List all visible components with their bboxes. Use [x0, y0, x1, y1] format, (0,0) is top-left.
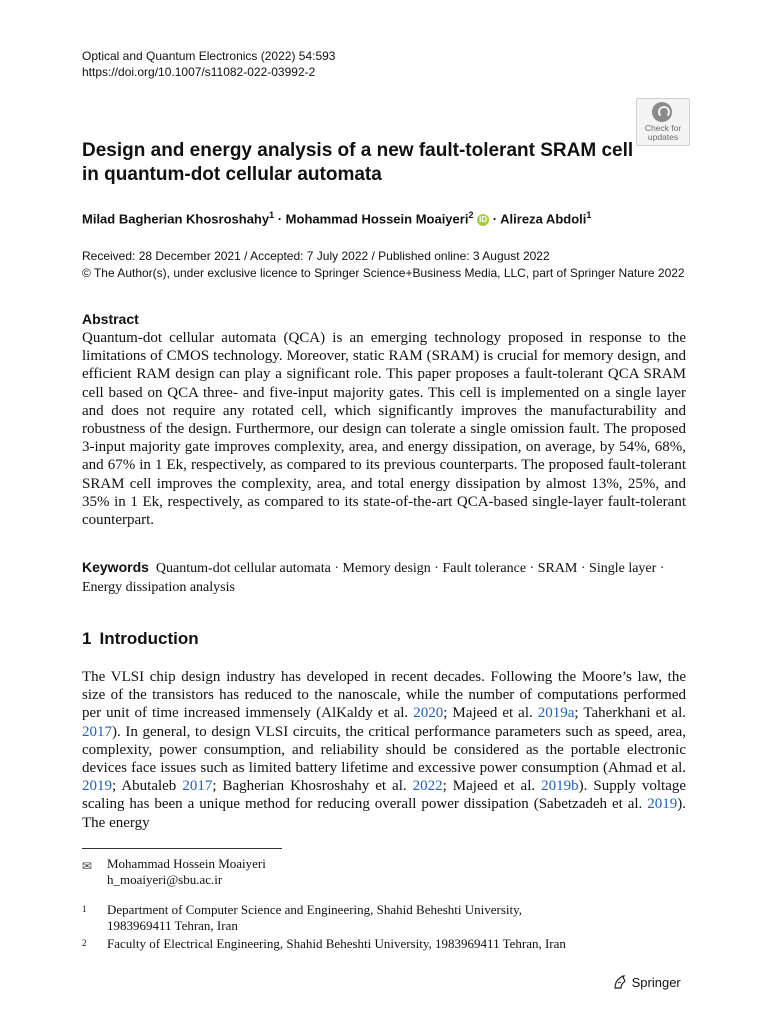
introduction-paragraph: The VLSI chip design industry has developed in recent decades. Following the Moore’s law, the size of the transistors has reduced to the nanoscale, while the number of computations performed per unit of time increased immensely (AlKaldy et al. 2020; Majeed et al. 2019a; Taherkhani et al. 2017). In general, to design VLSI circuits, the critical performance parameters such as speed, area, complexity, power consumption, and reliability should be considered as the portable electronic devices face issues such as limited battery lifetime and excessive power consumption (Ahmad et al. 2019; Abutaleb 2017; Bagherian Khosroshahy et al. 2022; Majeed et al. 2019b). Supply voltage scaling has been a unique method for reducing overall power dissipation (Sabetzadeh et al. 2019). The energy: [82, 669, 687, 831]
received-accepted-dates: Received: 28 December 2021 / Accepted: 7 July 2022 / Published online: 3 August 2022: [82, 249, 550, 263]
author-list: Milad Bagherian Khosroshahy$^1$ · Mohammad Hossein Moaiyeri$^2$ iD · Alireza Abdoli$^1$: [82, 210, 592, 227]
doi-link[interactable]: https://doi.org/10.1007/s11082-022-03992-2: [82, 65, 316, 79]
publisher-logo: [612, 974, 681, 990]
keywords-list: Quantum-dot cellular automata · Memory design · Fault tolerance · SRAM · Single layer · Energy dissipation analysis: [82, 561, 665, 595]
crossmark-icon: [652, 102, 672, 122]
affiliation-marker: 1: [586, 210, 592, 220]
section-number: 1: [82, 629, 92, 648]
citation-link[interactable]: 2017: [182, 778, 213, 795]
journal-citation: Optical and Quantum Electronics (2022) 54:593: [82, 49, 336, 63]
paper-title: Design and energy analysis of a new fault-tolerant SRAM cell in quantum-dot cellular automata: [82, 140, 634, 185]
check-for-updates-badge[interactable]: Check for updates: [636, 98, 690, 146]
author-name[interactable]: Alireza Abdoli: [500, 211, 587, 227]
citation-link[interactable]: 2019a: [537, 705, 575, 722]
citation-link[interactable]: 2017: [82, 723, 112, 740]
envelope-icon: ✉: [82, 859, 93, 873]
author-name[interactable]: Milad Bagherian Khosroshahy: [82, 211, 270, 227]
paper-page: Optical and Quantum Electronics (2022) 54:593 https://doi.org/10.1007/s11082-022-03992-2 Check for updates Design and energy analysis of a new fault-tolerant SRAM cell in quantum-dot cellular automata Milad Bagherian Khosroshahy$^1$ · Mohammad Hossein Moaiyeri$^2$ iD · Alireza Abdoli$^1$ Received: 28 December 2021 / Accepted: 7 July 2022 / Published online: 3 August 2022 © The Author(s), under exclusive licence to Springer Science+Business Media, LLC, part of Springer Nature 2022 Abstract Quantum-dot cellular automata (QCA) is an emerging technology proposed in response to the limitations of CMOS technology. Moreover, static RAM (SRAM) is crucial for memory design, and efficient RAM design can play a significant role. This paper proposes a fault-tolerant QCA SRAM cell based on QCA three- and five-input majority gates. This cell is implemented on a single layer and does not require any rotated cell, which significantly improves the manufacturability and robustness of the design. Furthermore, our design can tolerate a single omission fault. The proposed 3-input majority gate improves complexity, area, and energy dissipation, on average, by 54%, 68%, and 67% in 1 Ek, respectively, as compared to its previous counterparts. The proposed fault-tolerant SRAM cell improves the complexity, area, and total energy dissipation by almost 13%, 25%, and 35% in 1 Ek, respectively, as compared to its state-of-the-art QCA-based single-layer fault-tolerant counterpart. Keywords Quantum-dot cellular automata · Memory design · Fault tolerance · SRAM · Single layer · Energy dissipation analysis 1 Introduction The VLSI chip design industry has developed in recent decades. Following the Moore’s law, the size of the transistors has reduced to the nanoscale, while the number of computations performed per unit of time increased immensely (AlKaldy et al. 2020; Majeed et al. 2019a; Taherkhani et al. 2017). In general, to design VLSI circuits, the critical performance parameters such as speed, area, complexity, power consumption, and reliability should be considered as the portable electronic devices face issues such as limited battery lifetime and excessive power consumption (Ahmad et al. 2019; Abutaleb 2017; Bagherian Khosroshahy et al. 2022; Majeed et al. 2019b). Supply voltage scaling has been a unique method for reducing overall power dissipation (Sabetzadeh et al. 2019). The energy ✉ Mohammad Hossein Moaiyeri h_moaiyeri@sbu.ac.ir 1 Department of Computer Science and Engineering, Shahid Beheshti University, 1983969411 Tehran, Iran 2 Faculty of Electrical Engineering, Shahid Beheshti University, 1983969411 Tehran, Iran Springer: [0, 0, 768, 1024]
affiliation-marker: 2: [468, 210, 474, 220]
author-name[interactable]: Mohammad Hossein Moaiyeri: [285, 211, 469, 227]
affiliation-number: 2: [82, 938, 87, 948]
citation-link[interactable]: 2022: [412, 778, 443, 795]
abstract-text: Quantum-dot cellular automata (QCA) is an emerging technology proposed in response to the limitations of CMOS technology. Moreover, static RAM (SRAM) is crucial for memory design, and efficient RAM design can play a significant role. This paper proposes a fault-tolerant QCA SRAM cell based on QCA three- and five-input majority gates. This cell is implemented on a single layer and does not require any rotated cell, which significantly improves the manufacturability and robustness of the design. Furthermore, our design can tolerate a single omission fault. The proposed 3-input majority gate improves complexity, area, and energy dissipation, on average, by 54%, 68%, and 67% in 1 Ek, respectively, as compared to its previous counterparts. The proposed fault-tolerant SRAM cell improves the complexity, area, and total energy dissipation by almost 13%, 25%, and 35% in 1 Ek, respectively, as compared to its state-of-the-art QCA-based single-layer fault-tolerant counterpart.: [82, 330, 686, 529]
journal-header: [82, 48, 335, 80]
affiliation-number: 1: [82, 904, 87, 914]
publisher-name: Springer: [631, 975, 681, 990]
corresponding-author-name: Mohammad Hossein Moaiyeri: [107, 856, 266, 871]
citation-link[interactable]: 2020: [413, 705, 444, 722]
section-title: Introduction: [99, 629, 199, 648]
springer-horse-icon: [612, 974, 628, 990]
orcid-icon[interactable]: iD: [479, 215, 488, 225]
keywords: [82, 558, 686, 597]
copyright-notice: © The Author(s), under exclusive licence to Springer Science+Business Media, LLC, part of Springer Nature 2022: [82, 266, 685, 280]
footnote-divider: [82, 848, 282, 849]
citation-link[interactable]: 2019: [82, 778, 112, 795]
keywords-label: Keywords: [82, 559, 149, 575]
section-heading: [82, 629, 207, 649]
citation-link[interactable]: 2019: [647, 796, 678, 813]
publication-dates: [82, 248, 685, 282]
citation-link[interactable]: 2019b: [541, 778, 579, 795]
corresponding-author-email[interactable]: h_moaiyeri@sbu.ac.ir: [107, 872, 223, 887]
abstract-heading: Abstract: [82, 311, 139, 327]
affiliation-marker: 1: [269, 210, 275, 220]
